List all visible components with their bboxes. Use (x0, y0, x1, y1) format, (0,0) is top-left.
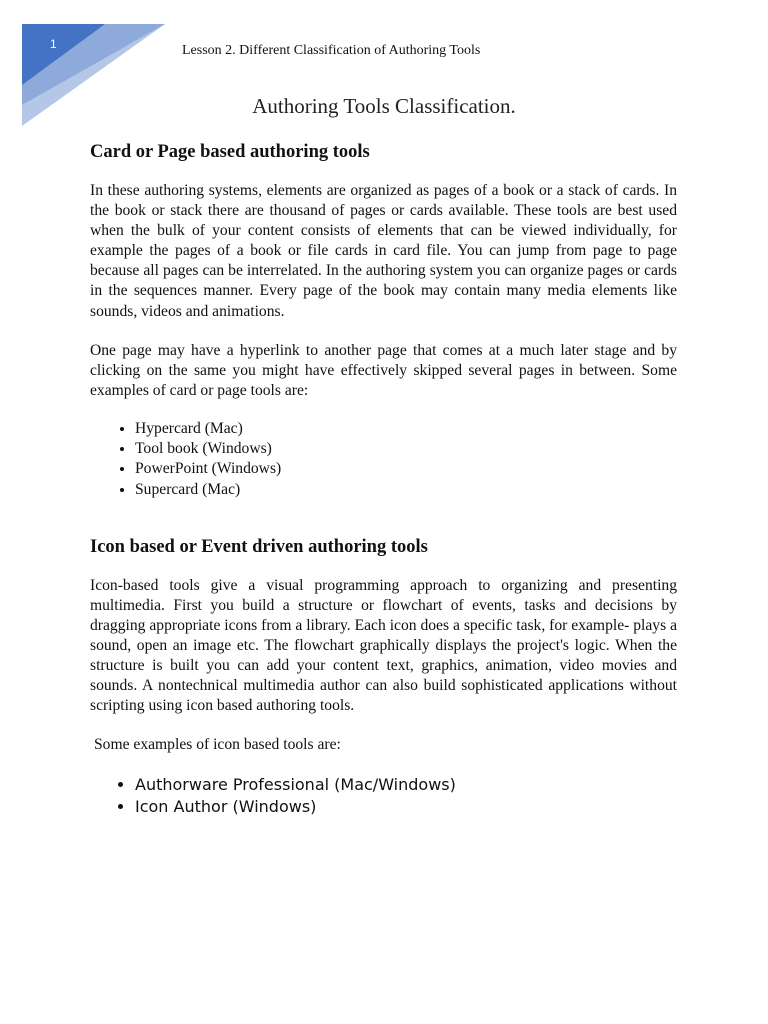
list-item: • Icon Author (Windows) (135, 796, 677, 818)
section1-paragraph-1: In these authoring systems, elements are organized as pages of a book or a stack of cards. In the book or stack there are thousand of pages or cards available. These tools are best used when the bulk of your content consists of elements that can be viewed individually, for example the pages of a book or file cards in card file. You can jump from page to page because all pages can be interrelated. In the authoring system you can organize pages or cards in the sequences manner. Every page of the book may contain many media elements like sounds, videos and animations. (90, 182, 677, 320)
list-item: • Tool book (Windows) (135, 439, 677, 459)
section1-paragraph-2: One page may have a hyperlink to another page that comes at a much later stage and by clicking on the same you might have effectively skipped several pages in between. Some examples of card or page tools are: (90, 341, 677, 399)
section2-paragraph-1: Icon-based tools give a visual programming approach to organizing and presenting multimedia. First you build a structure or flowchart of events, tasks and decisions by dragging appropriate icons from a library. Each icon does a specific task, for example- plays a sound, open an image etc. The flowchart graphically displays the project's logic. When the structure is built you can add your content text, graphics, animation, video movies and sounds. A nontechnical multimedia author can also build sophisticated applications without scripting using icon based authoring tools. (90, 576, 677, 715)
list-item: • Authorware Professional (Mac/Windows) (135, 774, 677, 796)
icon-tools-list (90, 774, 677, 818)
section-heading-card-based: Card or Page based authoring tools (90, 142, 370, 162)
list-item: • PowerPoint (Windows) (135, 459, 677, 479)
card-tools-list (90, 419, 677, 500)
section2-intro: Some examples of icon based tools are: (94, 736, 341, 754)
header-lesson-title: Lesson 2. Different Classification of Authoring Tools (182, 43, 481, 58)
page-number: 1 (50, 37, 57, 51)
list-item: • Hypercard (Mac) (135, 419, 677, 439)
document-body (90, 140, 677, 818)
list-item: • Supercard (Mac) (135, 480, 677, 500)
section-heading-icon-based: Icon based or Event driven authoring tools (90, 536, 428, 557)
document-title: Authoring Tools Classification. (252, 94, 516, 118)
